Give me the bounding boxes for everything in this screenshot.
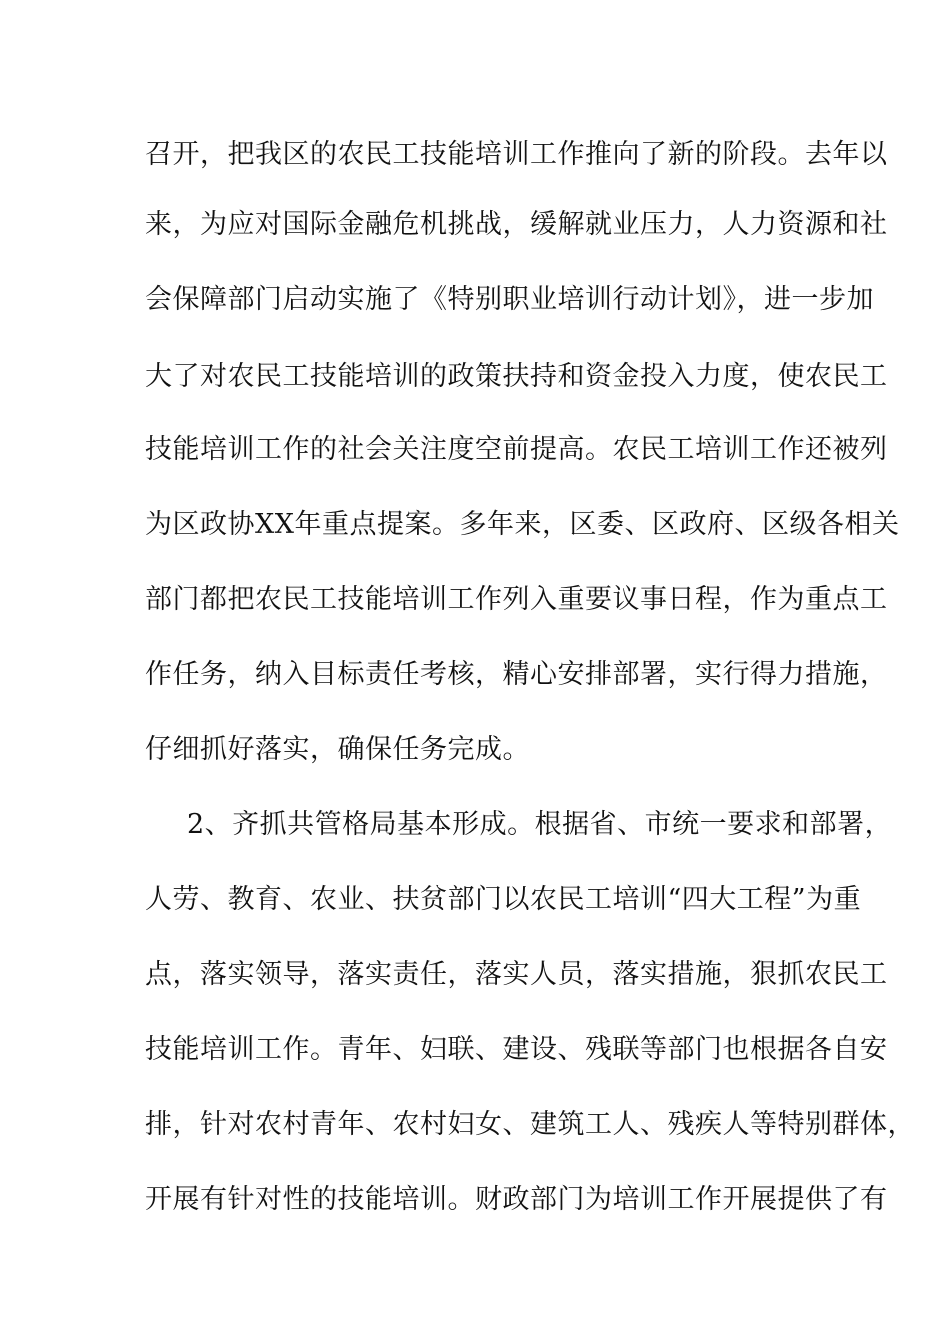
text-line: 部门都把农民工技能培训工作列入重要议事日程，作为重点工 [145,584,888,615]
text-line: 为区政协XX年重点提案。多年来，区委、区政府、区级各相关 [145,509,900,540]
text-line: 来，为应对国际金融危机挑战，缓解就业压力，人力资源和社 [145,209,888,240]
text-line: 会保障部门启动实施了《特别职业培训行动计划》，进一步加 [145,284,874,315]
text-line: 大了对农民工技能培训的政策扶持和资金投入力度，使农民工 [145,361,888,392]
text-line: 排，针对农村青年、农村妇女、建筑工人、残疾人等特别群体， [145,1109,915,1140]
text-line: 仔细抓好落实，确保任务完成。 [145,734,530,765]
text-line: 召开，把我区的农民工技能培训工作推向了新的阶段。去年以 [145,139,888,170]
text-line: 技能培训工作。青年、妇联、建设、残联等部门也根据各自安 [145,1034,888,1065]
text-line: 开展有针对性的技能培训。财政部门为培训工作开展提供了有 [145,1184,888,1215]
paragraph-first-line: 2、齐抓共管格局基本形成。根据省、市统一要求和部署， [187,809,893,840]
text-line: 作任务，纳入目标责任考核，精心安排部署，实行得力措施， [145,659,888,690]
text-line: 人劳、教育、农业、扶贫部门以农民工培训“四大工程”为重 [145,884,862,915]
text-line: 技能培训工作的社会关注度空前提高。农民工培训工作还被列 [145,434,888,465]
text-line: 点，落实领导，落实责任，落实人员，落实措施，狠抓农民工 [145,959,888,990]
